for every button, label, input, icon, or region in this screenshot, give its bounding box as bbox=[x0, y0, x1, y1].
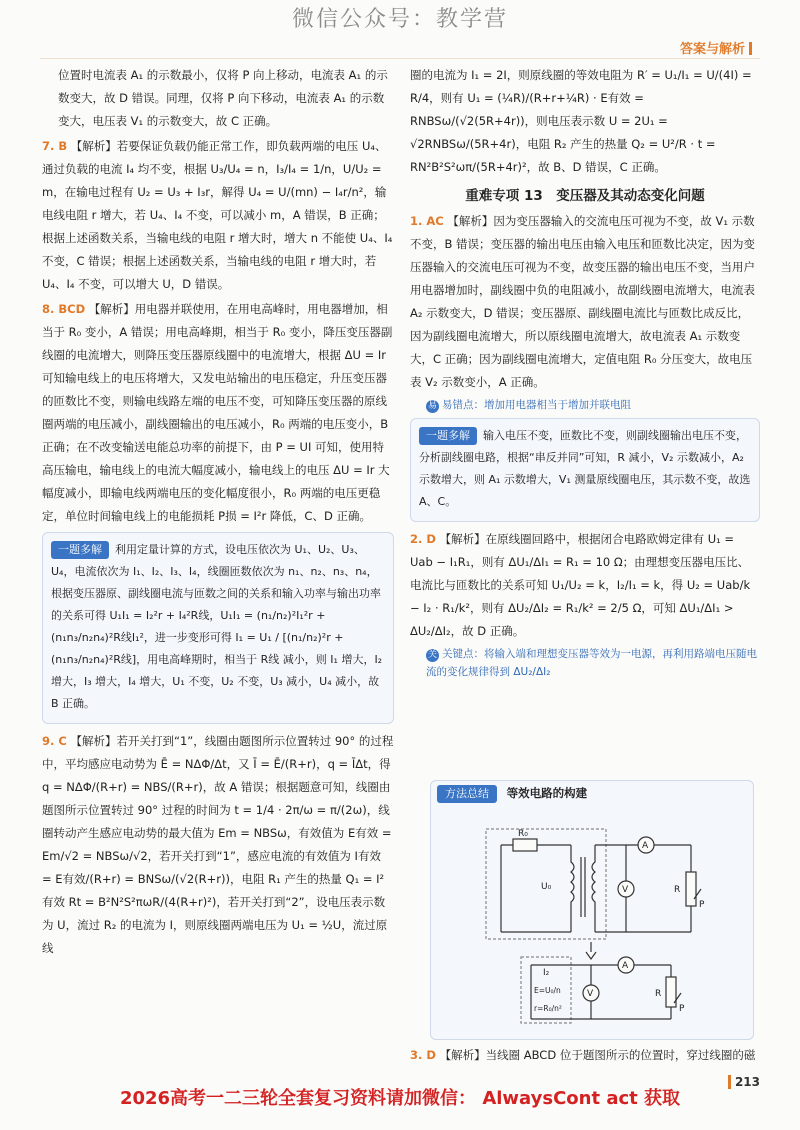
tip-box-multi-solution-1 bbox=[42, 532, 394, 724]
right-column bbox=[410, 64, 760, 685]
tip-tag-2: 一题多解 bbox=[419, 427, 477, 445]
label-e-equivalent: E=U₀/n bbox=[534, 986, 561, 995]
answer-8-num: 8. BCD bbox=[42, 302, 86, 316]
answer-r1 bbox=[410, 210, 760, 394]
key-note bbox=[426, 645, 760, 681]
tip-text: 利用定量计算的方式，设电压依次为 U₁、U₂、U₃、U₄，电流依次为 I₁、I₂、I₃、I₄，线圈匝数依次为 n₁、n₂、n₃、n₄，根据变压器原、副线圈电流与匝数之间的关系和输入功率与输出功率的关系可得 U₁I₁ = I₂²r + I₄²R线，U₁I₁ = (n₁/n₂)²I₁²r + (n₁n₃/n₂n₄)²R线I₁²，进一步变形可得 I₁ = U₁ / [(n₁/n₂)²r + (n₁n₃/n₂n₄)²R线]，用电高峰期时，相当于 R线 减小，则 I₁ 增大，I₂ 增大，I₃ 增大，I₄ 增大，U₁ 不变，U₂ 不变，U₃ 减小，U₄ 减小，故 B 正确。 bbox=[51, 543, 383, 710]
label-p-bottom: P bbox=[679, 1004, 685, 1014]
method-summary-box bbox=[430, 780, 754, 1040]
label-r-bottom: R bbox=[655, 989, 662, 999]
method-tag: 方法总结 bbox=[437, 785, 497, 803]
section-header bbox=[680, 38, 752, 57]
answer-9-text: 【解析】若开关打到“1”，线圈由题图所示位置转过 90° 的过程中，平均感应电动势为 Ē = NΔΦ/Δt，又 Ī = Ē/(R+r)，q = ĪΔt，得 q = NΔΦ/(R+r) = NBS/(R+r)，故 A 错误；根据题意可知，线圈由题图所示位置转过 90° 过程的时间为 t = 1/4 · 2π/ω = π/(2ω)，线圈转动产生感应电动势的最大值为 Em = NBSω，有效值为 E有效 = Em/√2 = NBSω/√2，若开关打到“1”，感应电流的有效值为 I有效 = E有效/(R+r) = BNSω/(√2(R+r))，电阻 R₁ 产生的热量 Q₁ = I²有效 Rt = B²N²S²πωR/(4(R+r)²)，若开关打到“2”，设电压表示数为 U，流过 R₂ 的电流为 I，则原线圈两端电压为 U₁ = ½U，流过原线 bbox=[42, 734, 394, 955]
method-title: 等效电路的构建 bbox=[506, 786, 588, 800]
label-p-top: P bbox=[699, 900, 705, 910]
section-title: 重难专项 13 变压器及其动态变化问题 bbox=[465, 188, 705, 204]
header-bar bbox=[749, 42, 752, 55]
left-para-0: 位置时电流表 A₁ 的示数最小，仅将 P 向上移动，电流表 A₁ 的示数变大，故 D 错误。同理，仅将 P 向下移动，电流表 A₁ 的示数变大，电压表 V₁ 的示数变大，故 C 正确。 bbox=[58, 68, 388, 128]
answer-r3-text: 【解析】当线圈 ABCD 位于题图所示的位置时，穿过线圈的磁 bbox=[439, 1048, 756, 1062]
label-ammeter-top: A bbox=[642, 841, 649, 851]
answer-r1-text: 【解析】因为变压器输入的交流电压可视为不变，故 V₁ 示数不变，B 错误；变压器的输出电压由输入电压和匝数比决定，因为变压器输入的交流电压可视为不变，故变压器的输出电压不变，当用户用电器增加时，副线圈中负的电阻减小，故副线圈电流增大，电流表 A₂ 示数变大，D 错误；变压器原、副线圈电流比与匝数比成反比，因为副线圈电流增大，所以原线圈电流增大，故电流表 A₁ 示数变大，C 正确；因为副线圈电流增大，定值电阻 R₀ 分压变大，故电压表 V₂ 示数变小，A 正确。 bbox=[410, 214, 756, 389]
error-note-icon: 易 bbox=[427, 401, 437, 411]
key-note-icon: 关 bbox=[427, 650, 437, 660]
answer-8 bbox=[42, 298, 394, 528]
section-header-title: 答案与解析 bbox=[679, 42, 745, 57]
left-column bbox=[42, 64, 394, 960]
answer-8-text: 【解析】用电器并联使用，在用电高峰时，用电器增加，相当于 R₀ 变小，A 错误；用电高峰期，相当于 R₀ 变小，降压变压器副线圈的电流增大，则降压变压器原线圈中的电流增大，根据 ΔU = Ir 可知输电线上的电压将增大，又发电站输出的电压稳定，升压变压器的匝数比不变，则输电线路左端的电压不变，可知降压变压器的原线圈两端的电压减小，副线圈输出的电压减小，R₀ 两端的电压变小，B 正确；在不改变输送电能总功率的前提下，由 P = UI 可知，使用特高压输电，输电线上的电流大幅度减小，输电线上的电压 ΔU = Ir 大幅度减小，即输电线两端电压的变化幅度很小，R₀ 两端的电压更稳定，单位时间输电线上的电能损耗 P损 = I²r 降低，C、D 正确。 bbox=[42, 302, 393, 523]
answer-r3-num: 3. D bbox=[410, 1048, 436, 1062]
label-ammeter-bottom: A bbox=[622, 961, 629, 971]
footer-advert: 2026高考一二三轮全套复习资料请加微信： AlwaysCont act 获取 bbox=[119, 1088, 681, 1109]
label-u0: U₀ bbox=[541, 882, 552, 892]
label-r-equivalent: r=R₀/n² bbox=[534, 1004, 562, 1013]
answer-7-num: 7. B bbox=[42, 139, 68, 153]
answer-r3 bbox=[410, 1044, 760, 1067]
answer-r2-num: 2. D bbox=[410, 532, 436, 546]
label-i2: I₂ bbox=[543, 968, 550, 978]
method-header bbox=[431, 781, 753, 807]
answer-9-num: 9. C bbox=[42, 734, 67, 748]
answer-9 bbox=[42, 730, 394, 960]
header-divider bbox=[40, 58, 760, 59]
tip-tag: 一题多解 bbox=[51, 541, 109, 559]
page-number: 213 bbox=[728, 1075, 760, 1089]
label-r-top: R bbox=[674, 885, 681, 895]
answer-7 bbox=[42, 135, 394, 296]
answer-r1-num: 1. AC bbox=[410, 214, 444, 228]
label-voltmeter-bottom: V bbox=[587, 989, 594, 999]
tip-box-multi-solution-2 bbox=[410, 418, 760, 522]
error-note bbox=[426, 396, 760, 414]
answer-r2-text: 【解析】在原线圈回路中，根据闭合电路欧姆定律有 U₁ = Uab − I₁R₁，则有 ΔU₁/ΔI₁ = R₁ = 10 Ω；由理想变压器电压比、电流比与匝数比的关系可知 U₁/U₂ = k，I₂/I₁ = k，得 U₂ = Uab/k − I₂ · R₁/k²，则有 ΔU₂/ΔI₂ = R₁/k² = 2/5 Ω，可知 ΔU₁/ΔI₁ > ΔU₂/ΔI₂，故 D 正确。 bbox=[410, 532, 751, 638]
equivalent-circuit-diagram bbox=[431, 807, 753, 1037]
tip-text-2: 输入电压不变，匝数比不变，则副线圈输出电压不变，分析副线圈电路，根据“串反并同”可知，R 减小，V₂ 示数减小，A₂ 示数增大，则 A₁ 示数增大，V₁ 测量原线圈电压，其示数不变，故选 A、C。 bbox=[419, 429, 751, 508]
key-note-text: 关键点：将输入端和理想变压器等效为一电源，再利用路端电压随电流的变化规律得到 ΔU₂/ΔI₂ bbox=[426, 648, 757, 678]
label-r0: R₀ bbox=[518, 829, 528, 839]
top-watermark: 微信公众号：教学营 bbox=[291, 7, 508, 32]
answer-7-text: 【解析】若要保证负载仍能正常工作，即负载两端的电压 U₄、通过负载的电流 I₄ 均不变，根据 U₃/U₄ = n，I₃/I₄ = 1/n，U/U₂ = m，在输电过程有 U₂ = U₃ + I₃r，解得 U₄ = U/(mn) − I₄r/n²，输电线电阻 r 增大，若 U₄、I₄ 不变，可以减小 m，A 错误，B 正确；根据上述函数关系，当输电线的电阻 r 增大时，增大 n 不能使 U₄、I₄ 不变，C 错误；根据上述函数关系，当输电线的电阻 r 增大时，若 U₄、I₄ 不变，可以增大 U，D 错误。 bbox=[42, 139, 393, 291]
label-voltmeter-top: V bbox=[622, 885, 629, 895]
right-para-top: 圈的电流为 I₁ = 2I，则原线圈的等效电阻为 R′ = U₁/I₁ = U/(4I) = R/4，则有 U₁ = (¼R)/(R+r+¼R) · E有效 = RNBSω/(√2(5R+4r))，则电压表示数 U = 2U₁ = √2RNBSω/(5R+4r)，电阻 R₂ 产生的热量 Q₂ = U²/R · t = RN²B²S²ωπ/(5R+4r)²，故 B、D 错误，C 正确。 bbox=[410, 68, 752, 174]
error-note-text: 易错点：增加用电器相当于增加并联电阻 bbox=[442, 399, 631, 411]
answer-r2 bbox=[410, 528, 760, 643]
